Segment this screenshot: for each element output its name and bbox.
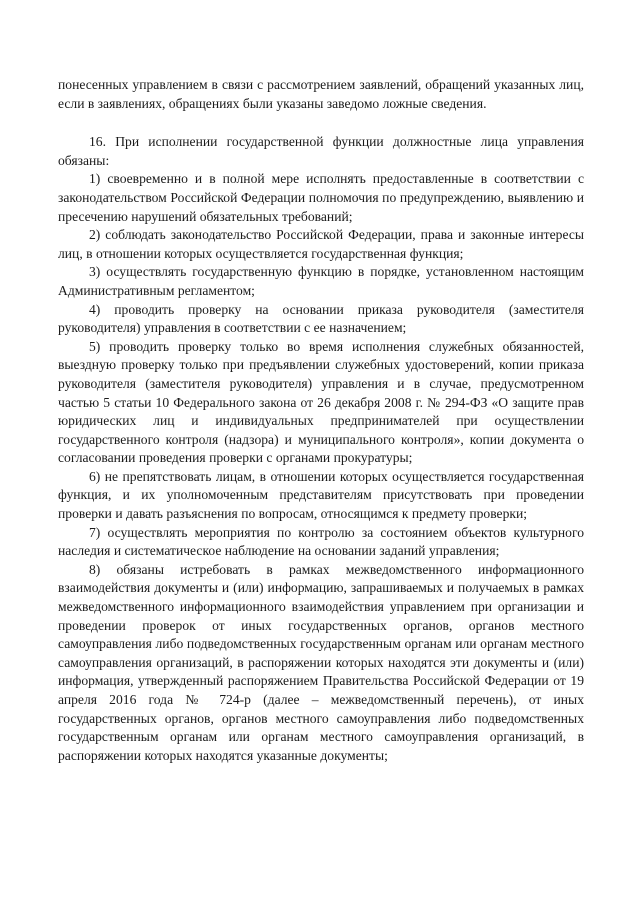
list-item-7: 7) осуществлять мероприятия по контролю за состоянием объектов культурного наследия и систематическое наблюдение на основании заданий управления; xyxy=(58,524,584,559)
document-page xyxy=(58,76,584,765)
list-item-5: 5) проводить проверку только во время исполнения служебных обязанностей, выездную проверку только при предъявлении служебных удостоверений, копии приказа руководителя (заместителя руководителя) управления и в случае, предусмотренном частью 5 статьи 10 Федерального закона от 26 декабря 2008 г. № 294-ФЗ «О защите прав юридических лиц и индивидуальных предпринимателей при осуществлении государственного контроля (надзора) и муниципального контроля», копии документа о согласовании проведения проверки с органами прокуратуры; xyxy=(58,338,584,466)
list-item-4: 4) проводить проверку на основании приказа руководителя (заместителя руководителя) управления в соответствии с ее назначением; xyxy=(58,301,584,336)
paragraph-item-16: 16. При исполнении государственной функции должностные лица управления обязаны: xyxy=(58,134,584,168)
list-item-2: 2) соблюдать законодательство Российской Федерации, права и законные интересы лиц, в отношении которых осуществляется государственная функция; xyxy=(58,227,584,261)
list-item-3: 3) осуществлять государственную функцию в порядке, установленном настоящим Административным регламентом; xyxy=(58,264,584,298)
list-item-1: 1) своевременно и в полной мере исполнять предоставленные в соответствии с законодательством Российской Федерации полномочия по предупреждению, выявлению и пресечению нарушений обязательных требований; xyxy=(58,171,584,224)
list-item-8: 8) обязаны истребовать в рамках межведомственного информационного взаимодействия документы и (или) информацию, запрашиваемых и получаемых в рамках межведомственного информационного взаимодействия управлением при организации и проведении проверок от иных государственных органов, органов местного самоуправления либо подведомственных государственным органам или органам местного самоуправления организаций, в распоряжении которых находятся эти документы и (или) информация, утвержденный распоряжением Правительства Российской Федерации от 19 апреля 2016 года № 724-р (далее – межведомственный перечень), от иных государственных органов, органов местного самоуправления либо подведомственных государственным органам или органам местного самоуправления организаций, в распоряжении которых находятся указанные документы; xyxy=(58,561,584,763)
list-item-6: 6) не препятствовать лицам, в отношении которых осуществляется государственная функция, и их уполномоченным представителям присутствовать при проведении проверки и давать разъяснения по вопросам, относящимся к предмету проверки; xyxy=(58,468,584,522)
paragraph-gap xyxy=(58,113,584,133)
paragraph-continuation: понесенных управлением в связи с рассмотрением заявлений, обращений указанных лиц, если в заявлениях, обращениях были указаны заведомо ложные сведения. xyxy=(58,77,584,111)
